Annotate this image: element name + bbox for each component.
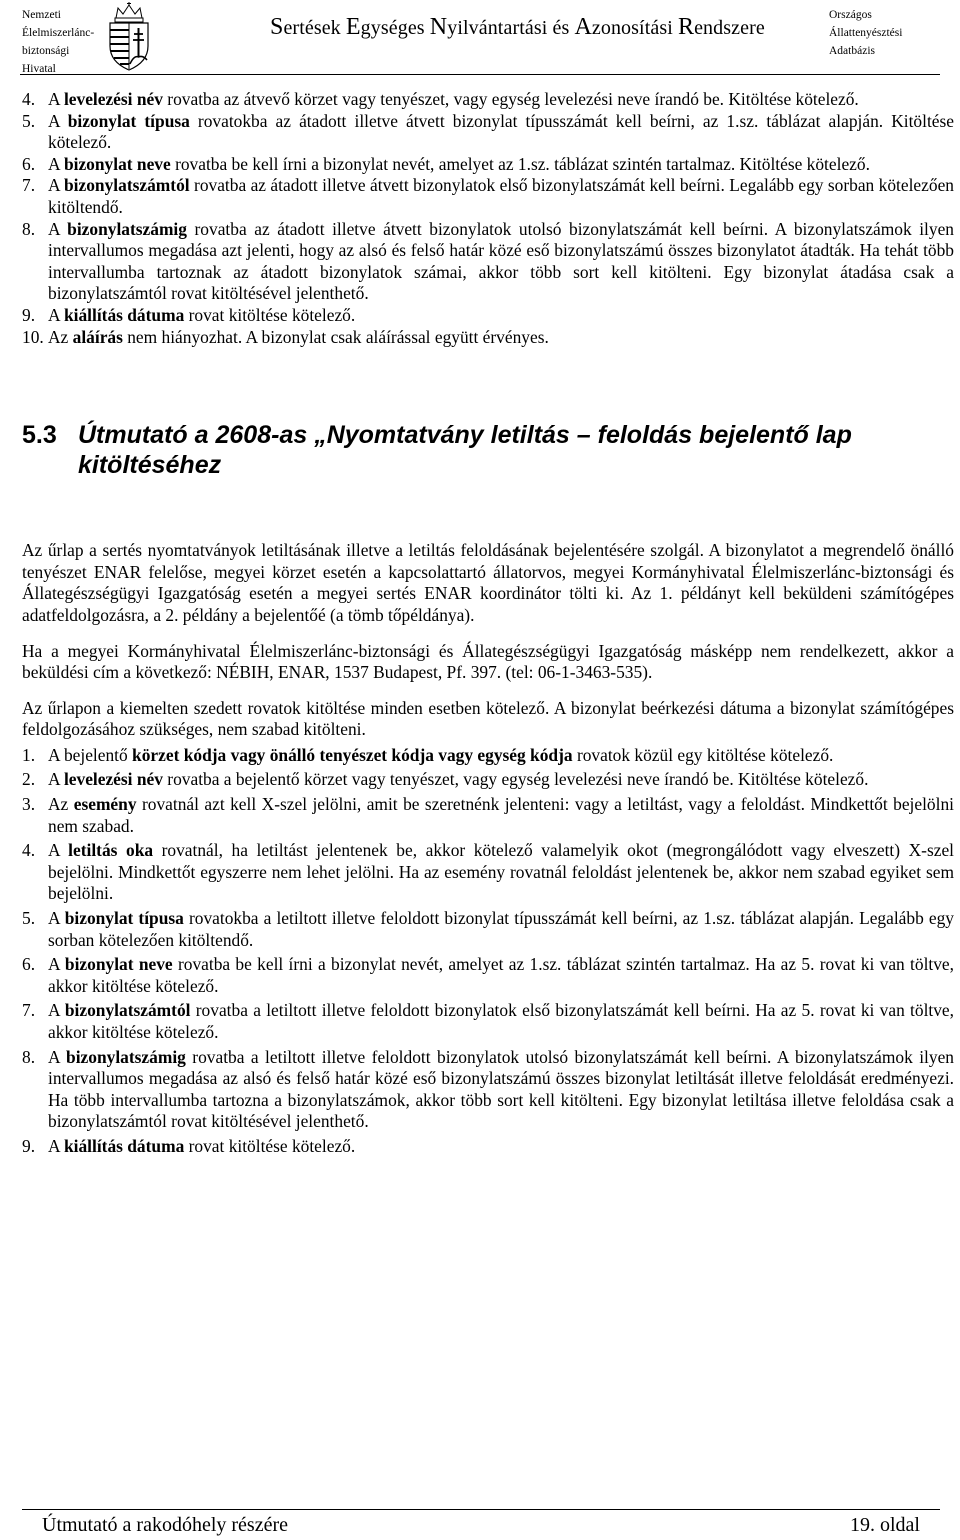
field-name: bizonylatszámtól	[64, 1000, 191, 1021]
item-text: A bejelentő	[48, 744, 133, 765]
item-text: rovatba az átadott illetve átvett bizonylatok utolsó bizonylatszámát kell beírni. A bizonylatszámok ilyen intervallumos megadása azt jelenti, hogy az alsó és felső határ közé eső bizonylatszámú összes bizonylatot átadták. Ha tehát több intervallumba tartoznak az átadott bizonylatok számai, akkor több sort kell kitölteni. Egy bizonylat átadása csak a bizonylatszámtól rovat kitöltésével jelenthető.	[48, 218, 954, 304]
item-text: rovatba be kell írni a bizonylat nevét, amelyet az 1.sz. táblázat szintén tartalmaz. Ha az 5. rovat ki van töltve, akkor kitöltése kötelező.	[48, 954, 954, 996]
item-text: Az	[48, 326, 73, 347]
item-text: A	[48, 769, 64, 790]
item-text: rovatba a letiltott illetve feloldott bizonylatok utolsó bizonylatszámát kell beírni. A bizonylatszámok ilyen intervallumos megadása az alsó és felső határ közé eső bizonylatszámú összes bizonylat letiltását illetve feloldását eredményezi. Ha több intervallumba tartozna a bizonylatszámok, akkor több sort kell kitölteni. Egy bizonylat letiltása illetve feloldása csak a bizonylatszámtól rovat kitöltésével jelenthető.	[48, 1046, 954, 1132]
list-item	[22, 908, 954, 951]
list-item	[22, 769, 954, 791]
address-paragraph: Ha a megyei Kormányhivatal Élelmiszerlánc-biztonsági és Állategészségügyi Igazgatóság másképp nem rendelkezett, akkor a beküldési cím a következő: NÉBIH, ENAR, 1537 Budapest, Pf. 397. (tel: 06-1-3463-535).	[22, 640, 954, 683]
item-text: rovat kitöltése kötelező.	[184, 1135, 356, 1156]
item-text: rovatokba a letiltott illetve feloldott bizonylat típusszámát kell beírni, az 1.sz. táblázat alapján. Legalább egy sorban kötelezően kitöltendő.	[48, 908, 954, 950]
item-text: rovat kitöltése kötelező.	[184, 304, 356, 325]
title-word	[429, 14, 575, 40]
section-number: 5.3	[22, 421, 57, 450]
title-capital: R	[677, 14, 695, 40]
item-text: rovatba be kell írni a bizonylat nevét, amelyet az 1.sz. táblázat szintén tartalmaz. Kitöltése kötelező.	[170, 153, 870, 174]
item-number: 1.	[22, 744, 36, 765]
item-number: 2.	[22, 769, 36, 790]
item-number: 5.	[22, 110, 36, 131]
section-title: Útmutató a 2608-as „Nyomtatvány letiltás – feloldás bejelentő lap kitöltéséhez	[78, 421, 852, 480]
page-number: 19. oldal	[850, 1514, 920, 1536]
field-name: levelezési név	[63, 769, 163, 790]
list-item	[22, 840, 954, 905]
field-name: kiállítás dátuma	[63, 304, 185, 325]
item-text: A	[48, 954, 65, 975]
title-rest: endszere	[694, 17, 765, 39]
item-number: 5.	[22, 908, 36, 929]
footer-document-title: Útmutató a rakodóhely részére	[42, 1514, 289, 1536]
item-text: Az	[48, 794, 74, 815]
list-item	[22, 154, 954, 176]
item-text: A	[48, 908, 65, 929]
field-name: bizonylatszámtól	[64, 175, 190, 196]
item-text: rovatnál, ha letiltást jelentenek be, akkor kötelező valamelyik okot (megrongálódott vagy elveszett) X-szel bejelölni. Mindkettőt egyszerre nem lehet jelölni. Ha az esemény rovatnál feloldást jelentenek be, akkor nem szabad egyiket sem bejelölni.	[48, 840, 954, 904]
item-text: rovatba a letiltott illetve feloldott bizonylatok első bizonylatszámát kell beírni. Ha az 5. rovat ki van töltve, akkor kitöltése kötelező.	[48, 1000, 954, 1042]
item-text: rovatba az átadott illetve átvett bizonylatok első bizonylatszámát kell beírni. Legalább egy sorban kötelezően kitöltendő.	[48, 175, 954, 217]
item-text: A	[48, 1135, 64, 1156]
item-number: 6.	[22, 153, 36, 174]
instruction-list	[22, 745, 954, 1158]
list-item	[22, 794, 954, 837]
field-name: bizonylatszámig	[67, 218, 187, 239]
item-text: A	[48, 840, 69, 861]
instruction-list-continued	[22, 89, 954, 348]
field-name: bizonylat neve	[63, 153, 171, 174]
issuer-line: Hivatal	[22, 63, 56, 75]
title-rest: gységes	[360, 17, 430, 39]
list-item	[22, 954, 954, 997]
item-text: A	[48, 1000, 65, 1021]
item-text: rovatba a bejelentő körzet vagy tenyészet, vagy egység levelezési neve írandó be. Kitöltése kötelező.	[162, 769, 869, 790]
item-number: 8.	[22, 1046, 36, 1067]
issuer-line: Nemzeti	[22, 9, 61, 21]
list-item	[22, 327, 954, 349]
field-name: kiállítás dátuma	[63, 1135, 185, 1156]
title-capital: E	[345, 14, 361, 40]
title-rest: ertések	[283, 17, 346, 39]
database-line: Adatbázis	[829, 45, 875, 57]
field-name: körzet kódja vagy önálló tenyészet kódja vagy egység kódja	[132, 744, 573, 765]
coat-of-arms-icon	[96, 2, 162, 72]
list-item	[22, 1136, 954, 1158]
document-body	[22, 89, 954, 1161]
field-name: letiltás oka	[68, 840, 154, 861]
list-item	[22, 745, 954, 767]
list-item	[22, 111, 954, 154]
field-name: esemény	[73, 794, 137, 815]
title-rest: yilvántartási és	[447, 17, 575, 39]
field-name: bizonylat típusa	[64, 908, 184, 929]
database-name	[829, 6, 949, 60]
intro-paragraph: Az űrlap a sertés nyomtatványok letiltásának illetve a letiltás feloldásának bejelentésére szolgál. A bizonylatot a megrendelő önálló tenyészet ENAR felelőse, megyei körzet esetén a kapcsolattartó állatorvos, megyei Kormányhivatal Élelmiszerlánc-biztonsági és Állategészségügyi Igazgatóság esetén a megyei sertés ENAR koordinátor tölti ki. Az 1. példányt kell beküldeni számítógépes adatfeldolgozásra, a 2. példány a bejelentőé (a tömb tőpéldánya).	[22, 540, 954, 625]
item-text: rovatok közül egy kitöltése kötelező.	[572, 744, 834, 765]
item-number: 9.	[22, 304, 36, 325]
title-word	[574, 14, 678, 40]
list-item	[22, 89, 954, 111]
item-text: rovatba az átvevő körzet vagy tenyészet, vagy egység levelezési neve írandó be. Kitöltése kötelező.	[162, 89, 859, 109]
issuer-name	[22, 6, 102, 78]
item-text: A	[48, 110, 68, 131]
item-text: A	[48, 1046, 67, 1067]
item-text: rovatokba az átadott illetve átvett bizonylat típusszámát kell beírni, az 1.sz. táblázat alapján. Kitöltése kötelező.	[48, 110, 954, 153]
field-name: bizonylatszámig	[66, 1046, 186, 1067]
title-rest: zonosítási	[591, 17, 678, 39]
title-capital: N	[429, 14, 448, 40]
list-item	[22, 1000, 954, 1043]
title-capital: A	[574, 14, 592, 40]
title-word	[677, 14, 765, 40]
item-text: A	[48, 175, 65, 196]
list-item	[22, 305, 954, 327]
item-number: 7.	[22, 1000, 36, 1021]
item-number: 6.	[22, 954, 36, 975]
database-line: Állattenyésztési	[829, 27, 903, 39]
mandatory-fields-paragraph: Az űrlapon a kiemelten szedett rovatok kitöltése minden esetben kötelező. A bizonylat beérkezési dátuma a bizonylat számítógépes feldolgozásához szükséges, nem szabad kitölteni.	[22, 697, 954, 740]
issuer-line: biztonsági	[22, 45, 70, 57]
item-text: nem hiányozhat. A bizonylat csak aláírással együtt érvényes.	[122, 326, 549, 347]
item-number: 10.	[22, 326, 44, 347]
item-number: 8.	[22, 218, 36, 239]
item-number: 9.	[22, 1135, 36, 1156]
title-capital: S	[270, 14, 284, 40]
item-number: 4.	[22, 840, 36, 861]
title-word	[345, 14, 430, 40]
field-name: aláírás	[72, 326, 123, 347]
item-text: A	[48, 89, 64, 109]
item-text: A	[48, 304, 64, 325]
list-item	[22, 175, 954, 218]
field-name: bizonylat neve	[64, 954, 173, 975]
issuer-line: Élelmiszerlánc-	[22, 27, 95, 39]
list-item	[22, 219, 954, 305]
title-word	[270, 14, 346, 40]
header-divider	[20, 74, 940, 75]
item-text: A	[48, 153, 64, 174]
item-number: 4.	[22, 89, 36, 109]
field-name: levelezési név	[63, 89, 163, 109]
system-title	[270, 14, 765, 41]
item-number: 7.	[22, 175, 36, 196]
section-heading	[22, 420, 954, 480]
item-text: rovatnál azt kell X-szel jelölni, amit be szeretnénk jelenteni: vagy a letiltást, vagy a feloldást. Mindkettőt bejelölni nem szabad.	[48, 794, 954, 836]
list-item	[22, 1047, 954, 1133]
item-number: 3.	[22, 794, 36, 815]
database-line: Országos	[829, 9, 872, 21]
item-text: A	[48, 218, 68, 239]
footer-divider	[22, 1509, 940, 1510]
field-name: bizonylat típusa	[67, 110, 190, 131]
page-header	[0, 0, 960, 76]
